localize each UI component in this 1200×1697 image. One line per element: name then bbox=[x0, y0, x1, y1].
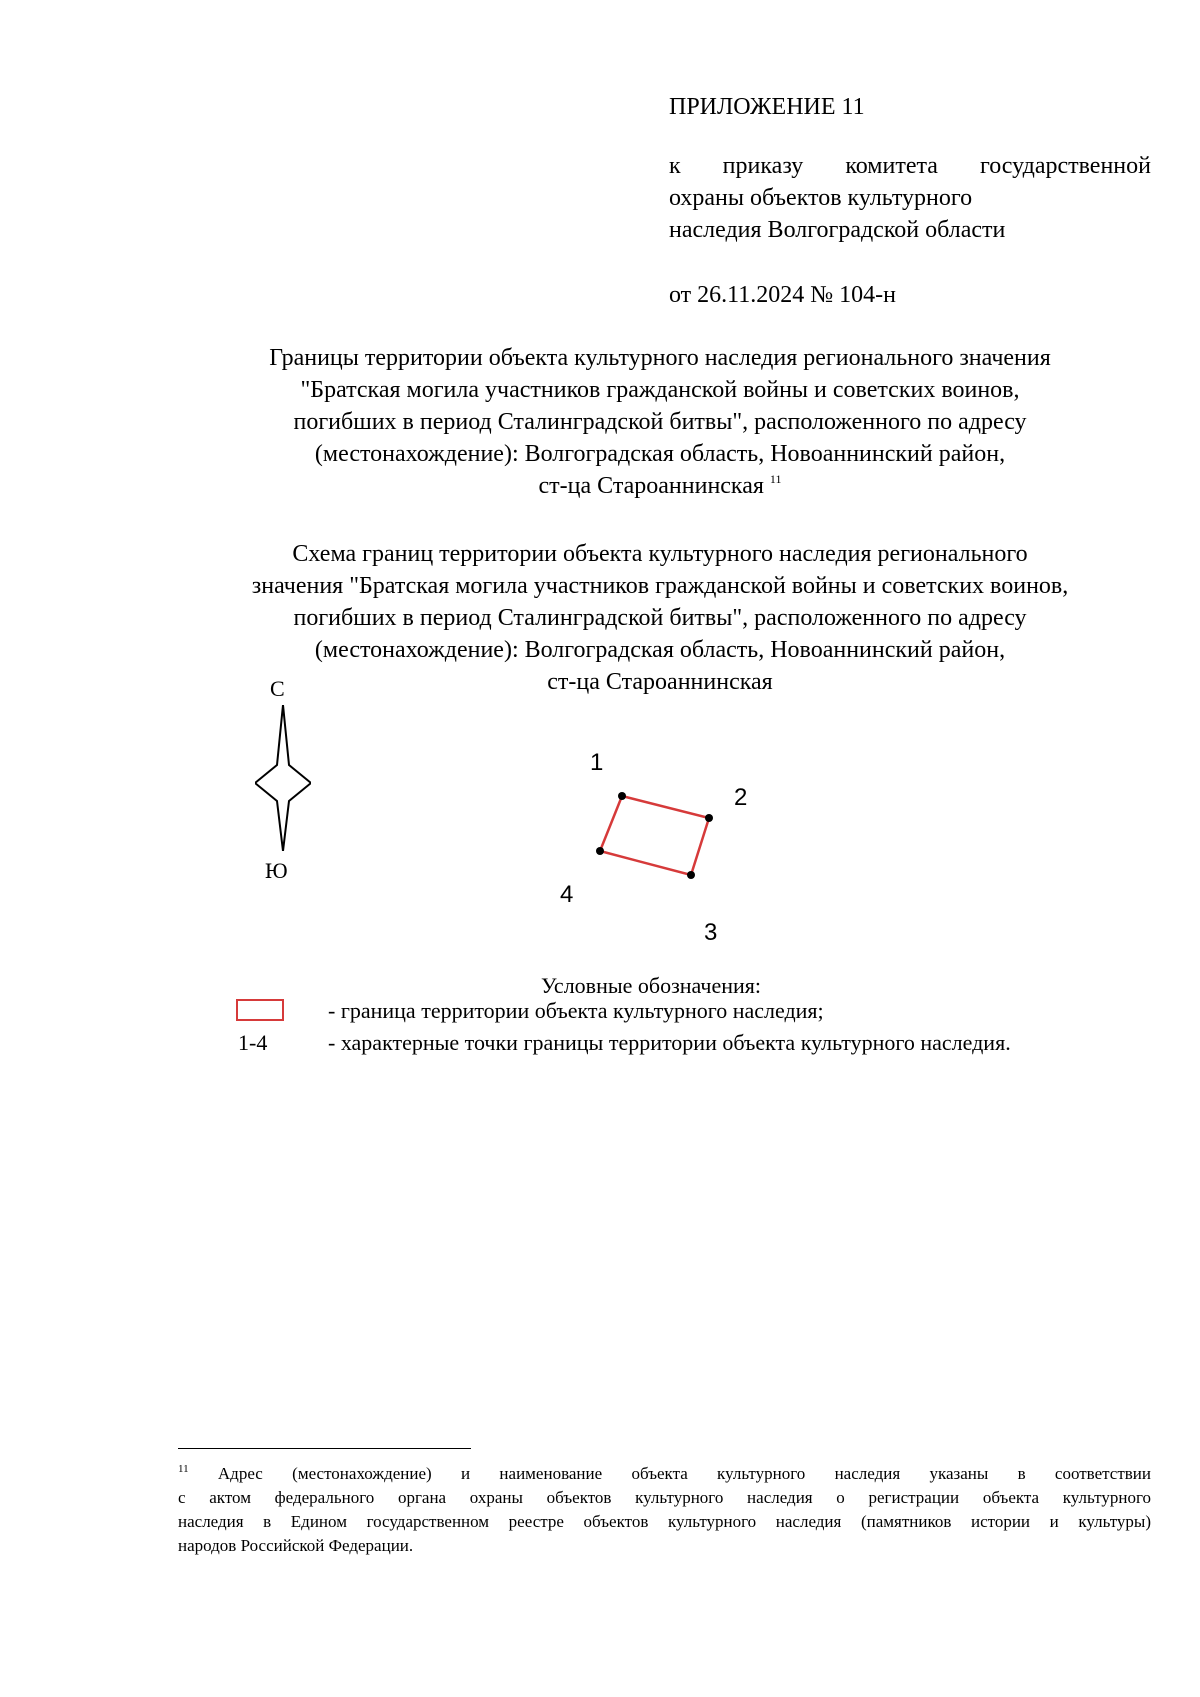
order-ref-line: к приказу комитета государственной bbox=[669, 153, 1151, 179]
footnote-divider bbox=[178, 1448, 471, 1449]
point-label-2: 2 bbox=[734, 784, 748, 811]
order-date: от 26.11.2024 № 104-н bbox=[669, 282, 897, 308]
footnote-reference[interactable]: 11 bbox=[769, 472, 782, 486]
legend-points-code: 1-4 bbox=[238, 1030, 268, 1055]
boundary-map bbox=[560, 740, 760, 960]
legend-item-boundary: - граница территории объекта культурного наследия; bbox=[328, 998, 824, 1023]
compass-south-label: Ю bbox=[265, 858, 288, 883]
compass-north-label: С bbox=[270, 676, 285, 701]
document-title bbox=[160, 342, 1160, 502]
legend-item-points: - характерные точки границы территории объекта культурного наследия. bbox=[328, 1030, 1011, 1055]
point-label-4: 4 bbox=[560, 881, 574, 908]
scheme-title bbox=[160, 538, 1160, 698]
boundary-point-3 bbox=[687, 871, 695, 879]
order-ref-line: охраны объектов культурного bbox=[669, 185, 973, 211]
footnote-line bbox=[178, 1462, 1151, 1486]
scheme-title-line: Схема границ территории объекта культурного наследия регионального bbox=[292, 541, 1028, 567]
legend-boundary-swatch bbox=[236, 999, 284, 1021]
footnote-line-text: Адрес (местонахождение) и наименование объекта культурного наследия указаны в соответствии bbox=[217, 1464, 1151, 1483]
legend-title: Условные обозначения: bbox=[541, 973, 762, 998]
point-label-3: 3 bbox=[704, 919, 718, 946]
order-reference bbox=[669, 150, 1151, 246]
scheme-title-line: (местонахождение): Волгоградская область, Новоаннинский район, bbox=[314, 637, 1006, 663]
title-line bbox=[160, 470, 1160, 502]
order-ref-line: наследия Волгоградской области bbox=[669, 217, 1006, 243]
scheme-title-line: значения "Братская могила участников гражданской войны и советских воинов, bbox=[251, 573, 1069, 599]
north-arrow-icon bbox=[255, 705, 311, 851]
point-label-1: 1 bbox=[590, 749, 604, 776]
scheme-title-line: ст-ца Староаннинская bbox=[547, 669, 773, 695]
title-line-text: ст-ца Староаннинская bbox=[538, 473, 764, 499]
footnote-mark: 11 bbox=[178, 1463, 189, 1475]
boundary-point-4 bbox=[596, 847, 604, 855]
title-line: "Братская могила участников гражданской войны и советских воинов, bbox=[300, 377, 1020, 403]
footnote bbox=[178, 1462, 1151, 1558]
scheme-title-line: погибших в период Сталинградской битвы", расположенного по адресу bbox=[293, 605, 1027, 631]
title-line: (местонахождение): Волгоградская область, Новоаннинский район, bbox=[314, 441, 1006, 467]
title-line: Границы территории объекта культурного наследия регионального значения bbox=[269, 345, 1051, 371]
appendix-title: ПРИЛОЖЕНИЕ 11 bbox=[669, 94, 865, 120]
boundary-point-2 bbox=[705, 814, 713, 822]
boundary-polygon bbox=[600, 796, 709, 875]
footnote-line: народов Российской Федерации. bbox=[178, 1536, 414, 1555]
footnote-line: наследия в Едином государственном реестре объектов культурного наследия (памятников истории и культуры) bbox=[178, 1512, 1151, 1531]
boundary-point-1 bbox=[618, 792, 626, 800]
footnote-line: с актом федерального органа охраны объектов культурного наследия о регистрации объекта культурного bbox=[178, 1488, 1151, 1507]
title-line: погибших в период Сталинградской битвы", расположенного по адресу bbox=[293, 409, 1027, 435]
